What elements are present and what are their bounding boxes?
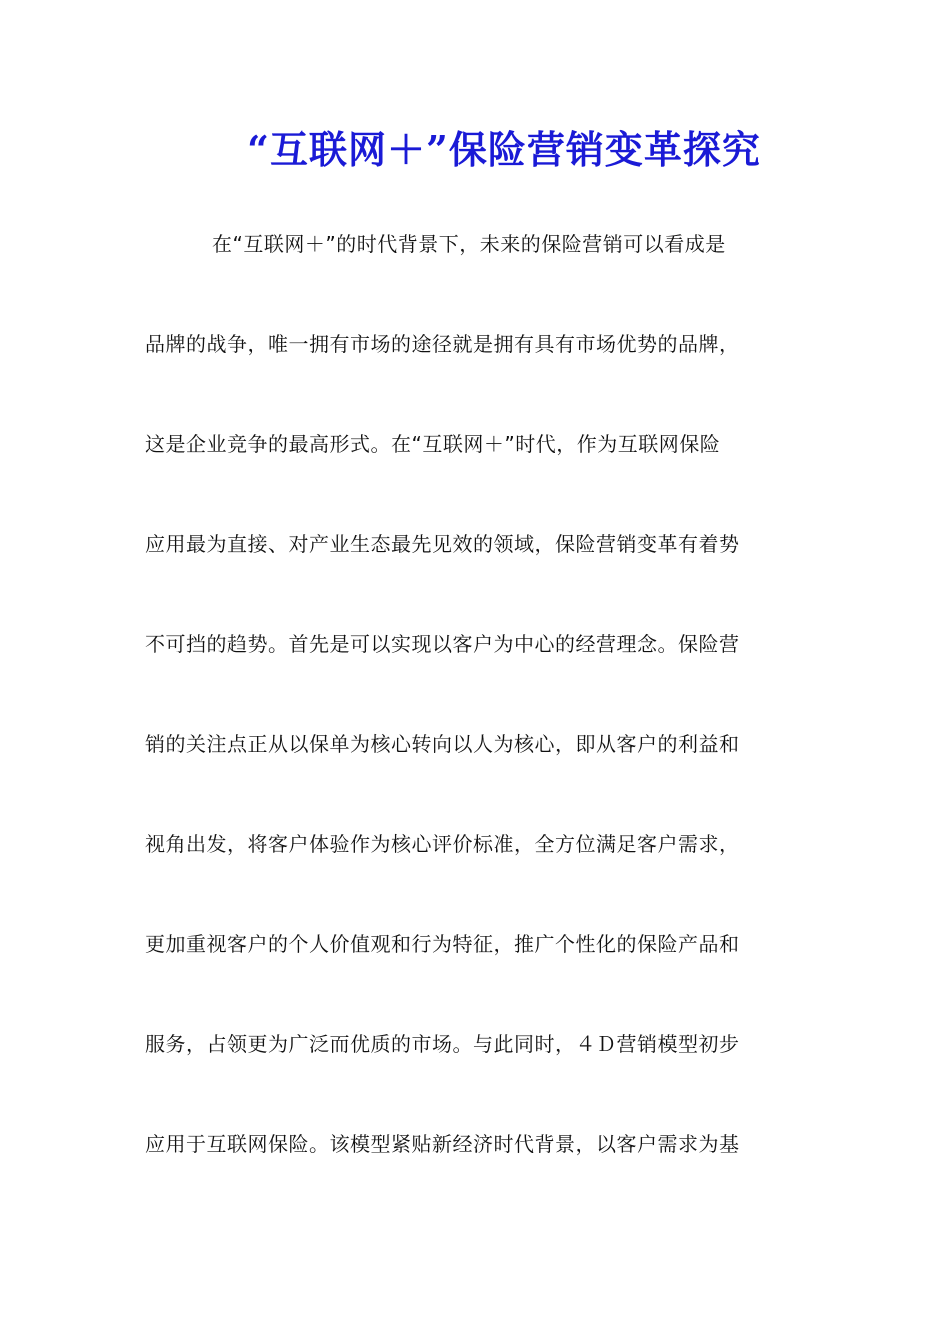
text-line: 应用于互联网保险。该模型紧贴新经济时代背景，以客户需求为基 (145, 1132, 740, 1156)
text-line: 视角出发，将客户体验作为核心评价标准，全方位满足客户需求， (145, 832, 740, 856)
document-title: “互联网＋”保险营销变革探究 (247, 127, 761, 172)
text-line: 应用最为直接、对产业生态最先见效的领域，保险营销变革有着势 (145, 532, 740, 556)
text-line: 销的关注点正从以保单为核心转向以人为核心，即从客户的利益和 (145, 732, 740, 756)
text-line: 品牌的战争，唯一拥有市场的途径就是拥有具有市场优势的品牌， (145, 332, 740, 356)
text-line: 在“互联网＋”的时代背景下，未来的保险营销可以看成是 (212, 232, 726, 256)
text-line: 这是企业竞争的最高形式。在“互联网＋”时代，作为互联网保险 (145, 432, 721, 456)
text-line: 不可挡的趋势。首先是可以实现以客户为中心的经营理念。保险营 (145, 632, 740, 656)
text-line: 更加重视客户的个人价值观和行为特征，推广个性化的保险产品和 (145, 932, 740, 956)
text-line: 服务，占领更为广泛而优质的市场。与此同时，４Ｄ营销模型初步 (145, 1032, 740, 1056)
document-body (145, 218, 810, 1218)
